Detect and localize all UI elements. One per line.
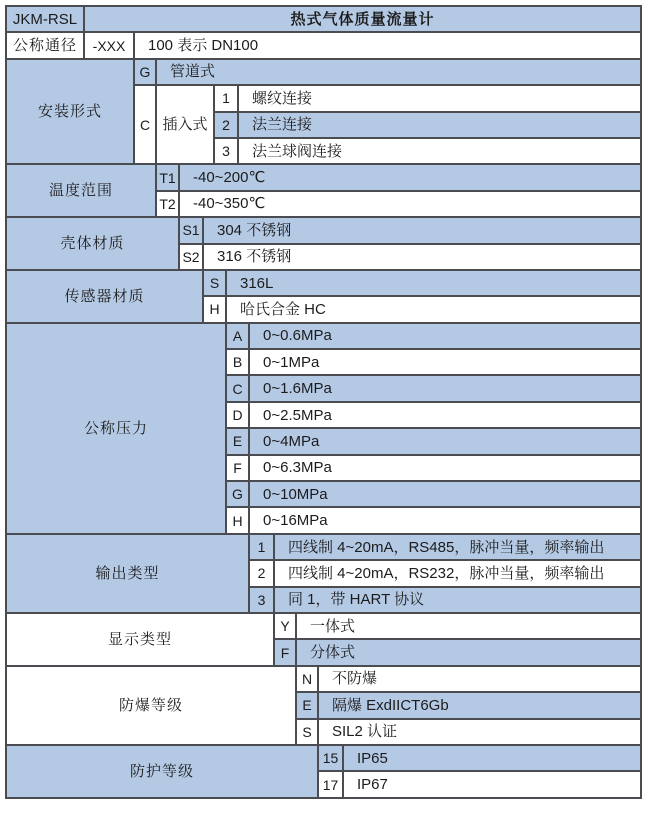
code-cell: C (226, 375, 249, 401)
section-label-nominal-diameter: 公称通径 (6, 32, 84, 58)
value-cell: 0~10MPa (249, 481, 641, 507)
section-label-output-type: 输出类型 (6, 534, 249, 613)
code-cell: S (203, 270, 226, 296)
code-cell: F (226, 455, 249, 481)
section-label-protection-rating: 防护等级 (6, 745, 318, 798)
code-cell: T2 (156, 191, 179, 217)
code-cell: -XXX (84, 32, 134, 58)
value-cell: 螺纹连接 (238, 85, 641, 111)
code-cell: B (226, 349, 249, 375)
code-cell: E (296, 692, 318, 718)
value-cell: 四线制 4~20mA，RS232，脉冲当量，频率输出 (274, 560, 641, 586)
value-cell: 0~4MPa (249, 428, 641, 454)
code-cell: G (134, 59, 156, 85)
code-cell: A (226, 323, 249, 349)
value-cell: IP65 (343, 745, 641, 771)
code-cell: F (274, 639, 296, 665)
value-cell: 四线制 4~20mA，RS485，脉冲当量，频率输出 (274, 534, 641, 560)
section-label-display-type: 显示类型 (6, 613, 274, 666)
value-cell: 同 1，带 HART 协议 (274, 587, 641, 613)
value-cell: 不防爆 (318, 666, 641, 692)
code-cell: S2 (179, 244, 203, 270)
code-cell: 3 (214, 138, 238, 164)
code-cell: T1 (156, 164, 179, 190)
value-cell: 0~0.6MPa (249, 323, 641, 349)
value-cell: -40~350℃ (179, 191, 641, 217)
code-cell: 2 (249, 560, 274, 586)
code-cell: H (203, 296, 226, 322)
code-cell: 17 (318, 771, 343, 797)
group-label-insertion-type: 插入式 (156, 85, 214, 164)
code-cell: 3 (249, 587, 274, 613)
group-code-cell: C (134, 85, 156, 164)
code-cell: 2 (214, 112, 238, 138)
value-cell: IP67 (343, 771, 641, 797)
section-label-sensor-material: 传感器材质 (6, 270, 203, 323)
value-cell: 分体式 (296, 639, 641, 665)
code-cell: 1 (249, 534, 274, 560)
code-cell: 1 (214, 85, 238, 111)
section-label-nominal-pressure: 公称压力 (6, 323, 226, 534)
code-cell: S1 (179, 217, 203, 243)
code-cell: H (226, 507, 249, 533)
value-cell: 0~2.5MPa (249, 402, 641, 428)
value-cell: 管道式 (156, 59, 641, 85)
code-cell: 15 (318, 745, 343, 771)
value-cell: 100 表示 DN100 (134, 32, 641, 58)
value-cell: 隔爆 ExdIICT6Gb (318, 692, 641, 718)
section-label-temperature-range: 温度范围 (6, 164, 156, 217)
code-cell: G (226, 481, 249, 507)
code-cell: E (226, 428, 249, 454)
value-cell: SIL2 认证 (318, 719, 641, 745)
code-cell: S (296, 719, 318, 745)
section-label-explosion-proof-rating: 防爆等级 (6, 666, 296, 745)
page-title: 热式气体质量流量计 (84, 6, 641, 32)
value-cell: 0~16MPa (249, 507, 641, 533)
value-cell: 0~1.6MPa (249, 375, 641, 401)
value-cell: 316L (226, 270, 641, 296)
value-cell: 0~6.3MPa (249, 455, 641, 481)
section-label-installation-type: 安装形式 (6, 59, 134, 165)
value-cell: 法兰连接 (238, 112, 641, 138)
value-cell: 法兰球阀连接 (238, 138, 641, 164)
code-cell: Y (274, 613, 296, 639)
section-label-housing-material: 壳体材质 (6, 217, 179, 270)
value-cell: 304 不锈钢 (203, 217, 641, 243)
code-cell: D (226, 402, 249, 428)
value-cell: 一体式 (296, 613, 641, 639)
model-code: JKM-RSL (6, 6, 84, 32)
value-cell: 0~1MPa (249, 349, 641, 375)
code-cell: N (296, 666, 318, 692)
model-selection-spec-table (5, 5, 642, 799)
value-cell: -40~200℃ (179, 164, 641, 190)
value-cell: 哈氏合金 HC (226, 296, 641, 322)
value-cell: 316 不锈钢 (203, 244, 641, 270)
